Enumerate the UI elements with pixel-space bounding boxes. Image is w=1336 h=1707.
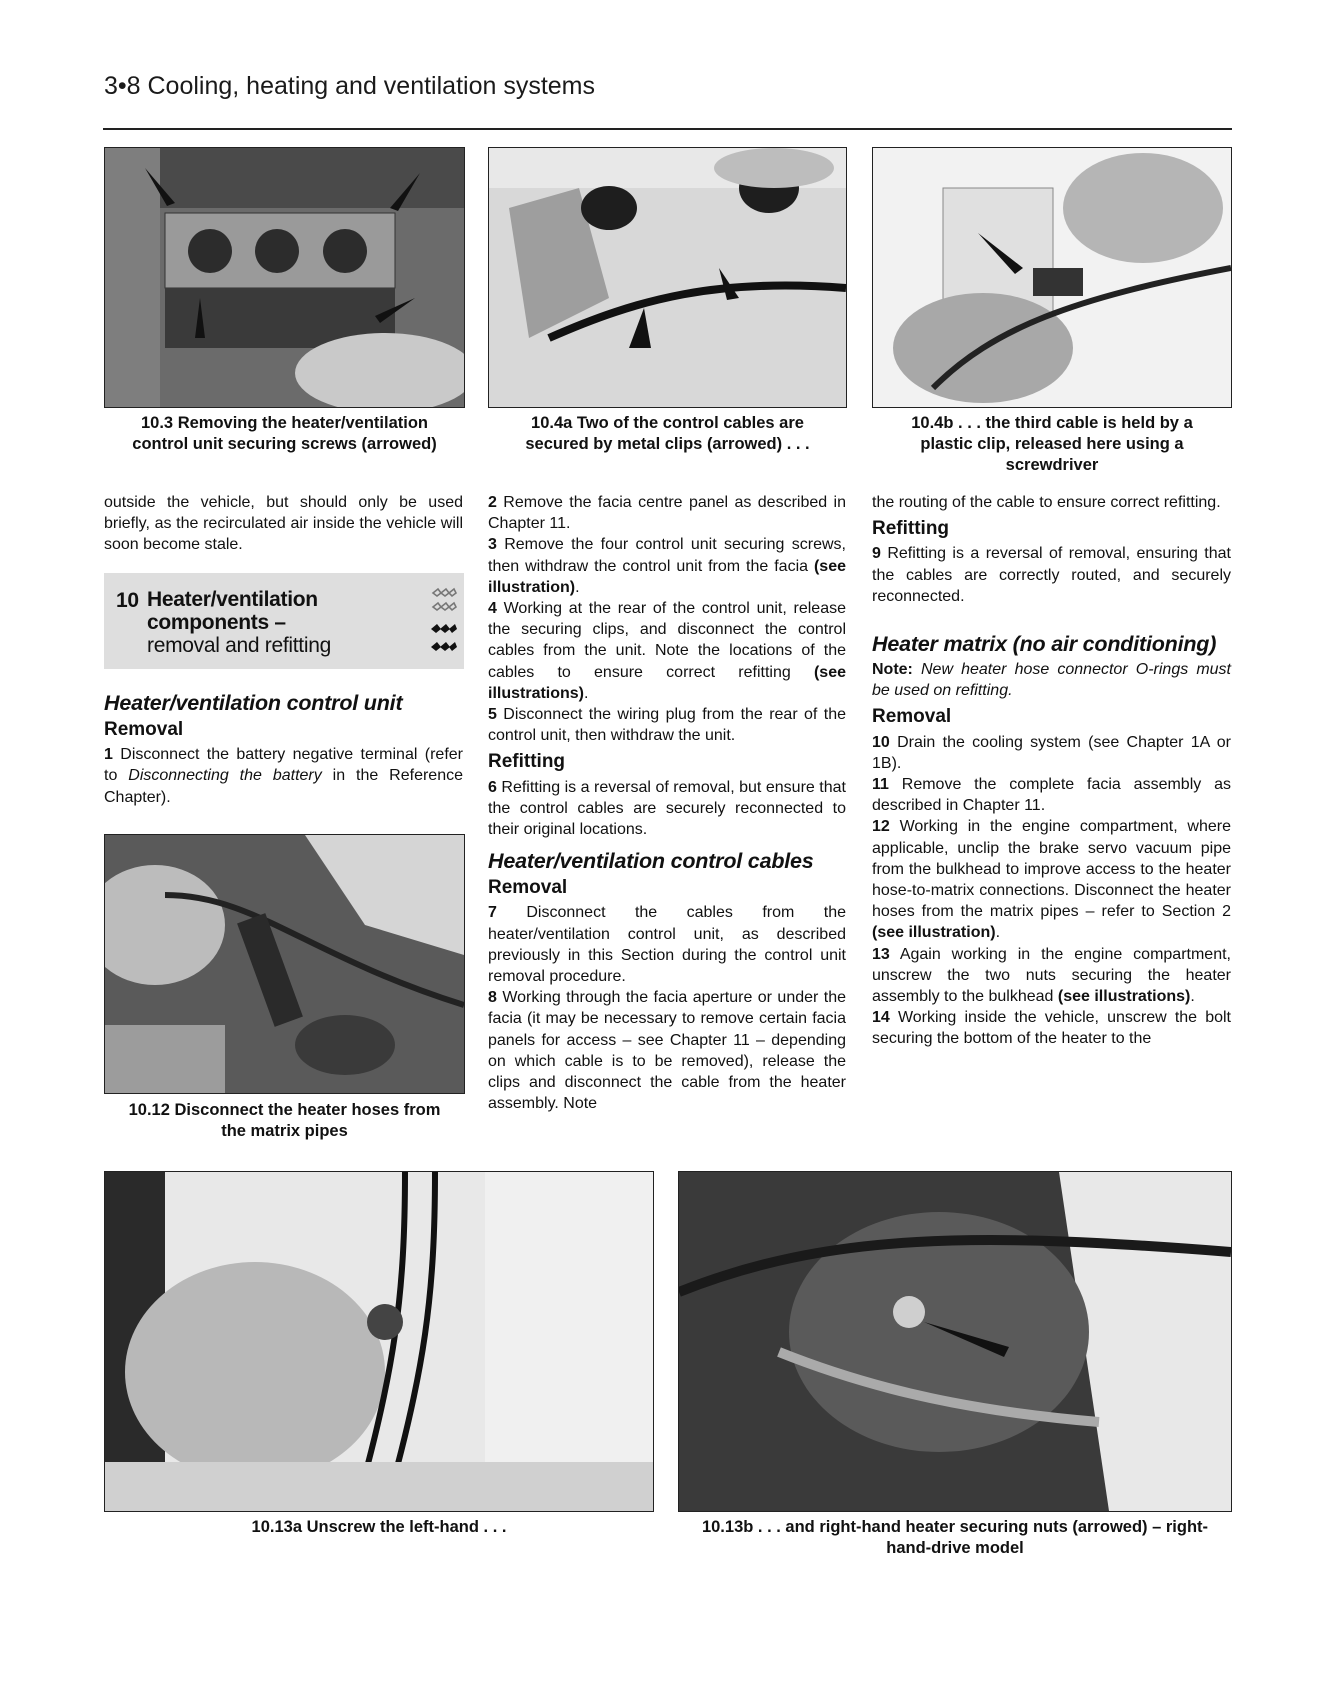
paragraph-13: 13 Again working in the engine compartment, unscrew the two nuts securing the heater assembly to the bulkhead (see illustrations). — [872, 945, 1231, 1006]
section-number: 10 — [116, 589, 139, 612]
caption-10-4b: 10.4b . . . the third cable is held by a plastic clip, released here using a screwdriver — [911, 414, 1193, 474]
section-title-line1: Heater/ventilation — [147, 588, 318, 611]
photo-10-3 — [104, 147, 465, 408]
note: Note: New heater hose connector O-rings must be used on refitting. — [872, 661, 1231, 700]
paragraph-11: 11 Remove the complete facia assembly as described in Chapter 11. — [872, 776, 1231, 815]
paragraph-4: 4 Working at the rear of the control unit, release the securing clips, and disconnect the control cables from the unit. Note the locations of the cables to ensure correct refitting (see illustrations). — [488, 600, 846, 702]
column-3 — [872, 492, 1231, 1050]
caption-10-13a: 10.13a Unscrew the left-hand . . . — [251, 1518, 507, 1536]
heading-heater-matrix: Heater matrix (no air conditioning) — [872, 632, 1217, 657]
paragraph: the routing of the cable to ensure correct refitting. — [872, 494, 1221, 511]
section-heading-box — [104, 573, 464, 669]
paragraph-6: 6 Refitting is a reversal of removal, but ensure that the control cables are securely reconnected to their original locations. — [488, 778, 846, 839]
caption-10-4a: 10.4a Two of the control cables are secured by metal clips (arrowed) . . . — [525, 414, 810, 453]
subheading-refitting: Refitting — [488, 751, 566, 773]
paragraph-2: 2 Remove the facia centre panel as described in Chapter 11. — [488, 494, 846, 533]
subheading-removal: Removal — [488, 877, 568, 899]
heading-control-unit: Heater/ventilation control unit — [104, 691, 403, 715]
wrench-rating-icon — [429, 585, 457, 661]
header-rule — [103, 128, 1232, 130]
column-2 — [488, 492, 846, 1114]
paragraph-9: 9 Refitting is a reversal of removal, ensuring that the cables are correctly routed, and securely reconnected. — [872, 545, 1231, 605]
paragraph-1: 1 Disconnect the battery negative terminal (refer to Disconnecting the battery in the Reference Chapter). — [104, 746, 464, 806]
paragraph-14: 14 Working inside the vehicle, unscrew the bolt securing the bottom of the heater to the — [872, 1009, 1231, 1048]
subheading-removal: Removal — [104, 719, 184, 740]
paragraph-10: 10 Drain the cooling system (see Chapter 1A or 1B). — [872, 733, 1231, 772]
caption-10-3: 10.3 Removing the heater/ventilation control unit securing screws (arrowed) — [132, 414, 437, 453]
paragraph-5: 5 Disconnect the wiring plug from the rear of the control unit, then withdraw the unit. — [488, 706, 846, 745]
subheading-removal: Removal — [872, 706, 952, 728]
column-1-intro — [104, 492, 463, 556]
photo-10-12 — [104, 834, 465, 1094]
section-title-line3: removal and refitting — [147, 634, 331, 657]
section-title-line2: components – — [147, 611, 286, 634]
photo-10-4a — [488, 147, 847, 408]
paragraph-12: 12 Working in the engine compartment, where applicable, unclip the brake servo vacuum pipe from the bulkhead to improve access to the heater hose-to-matrix connections. Disconnect the heater hoses from the matrix pipes – refer to Section 2 (see illustration). — [872, 818, 1231, 942]
heading-control-cables: Heater/ventilation control cables — [488, 849, 814, 874]
caption-10-12: 10.12 Disconnect the heater hoses from the matrix pipes — [128, 1101, 441, 1140]
caption-10-13b: 10.13b . . . and right-hand heater securing nuts (arrowed) – right- hand-drive model — [701, 1518, 1209, 1557]
photo-10-13b — [678, 1171, 1232, 1512]
paragraph-8: 8 Working through the facia aperture or under the facia (it may be necessary to remove certain facia panels for access – see Chapter 11 – depending on which cable is to be removed), release the clips and disconnect the cable from the heater assembly. Note — [488, 989, 847, 1113]
paragraph-7: 7 Disconnect the cables from the heater/ventilation control unit, as described previously in this Section during the control unit removal procedure. — [488, 904, 846, 986]
column-1-body — [104, 682, 463, 808]
photo-10-13a — [104, 1171, 654, 1512]
paragraph-3: 3 Remove the four control unit securing screws, then withdraw the control unit from the facia (see illustration). — [488, 536, 846, 596]
paragraph: outside the vehicle, but should only be used briefly, as the recirculated air inside the vehicle will soon become stale. — [104, 494, 463, 554]
photo-10-4b — [872, 147, 1232, 408]
page-header-title: 3•8 Cooling, heating and ventilation systems — [104, 72, 595, 100]
subheading-refitting: Refitting — [872, 518, 950, 540]
